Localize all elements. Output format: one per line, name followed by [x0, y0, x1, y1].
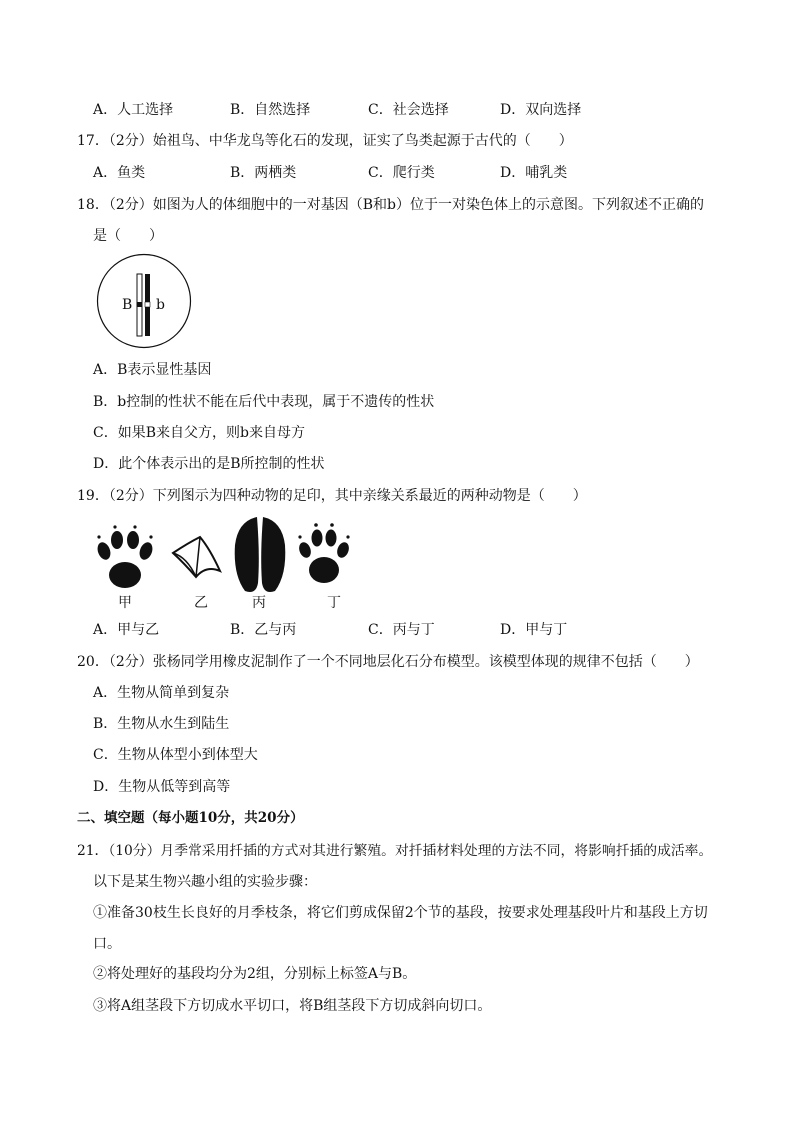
footprint-label-bing: 丙	[252, 595, 266, 611]
q19-option-c[interactable]: C．丙与丁	[368, 622, 435, 638]
q21-step1-line2: 口。	[93, 936, 121, 952]
section-title-fill-in: 二、填空题（每小题10分，共20分）	[77, 810, 304, 826]
q19-option-d[interactable]: D．甲与丁	[500, 622, 568, 638]
footprints-figure	[90, 515, 370, 615]
q17-stem: 17．（2分）始祖鸟、中华龙鸟等化石的发现，证实了鸟类起源于古代的（ ）	[77, 133, 573, 149]
q20-option-c[interactable]: C．生物从体型小到体型大	[93, 747, 258, 763]
q18-option-a[interactable]: A．B表示显性基因	[93, 362, 212, 378]
q17-option-c[interactable]: C．爬行类	[368, 165, 435, 181]
q16-option-d[interactable]: D．双向选择	[500, 102, 582, 118]
gene-b-locus-right	[145, 302, 150, 307]
q21-stem: 21．（10分）月季常采用扦插的方式对其进行繁殖。对扦插材料处理的方法不同，将影响扦插的成活率。	[77, 843, 713, 859]
q16-option-c[interactable]: C．社会选择	[368, 102, 449, 118]
q18-option-d[interactable]: D．此个体表示出的是B所控制的性状	[93, 456, 325, 472]
cell-diagram	[96, 253, 192, 349]
q17-option-d[interactable]: D．哺乳类	[500, 165, 568, 181]
q17-option-a[interactable]: A．鱼类	[93, 165, 146, 181]
gene-label-b: b	[156, 297, 165, 313]
footprint-yi	[170, 535, 226, 585]
q20-option-b[interactable]: B．生物从水生到陆生	[93, 716, 230, 732]
q19-option-a[interactable]: A．甲与乙	[93, 622, 160, 638]
q21-intro: 以下是某生物兴趣小组的实验步骤：	[93, 874, 317, 890]
q19-option-b[interactable]: B．乙与丙	[230, 622, 297, 638]
cell-outline	[98, 255, 191, 348]
footprint-label-jia: 甲	[118, 595, 132, 611]
q17-option-b[interactable]: B．两栖类	[230, 165, 297, 181]
q21-step3: ③将A组茎段下方切成水平切口，将B组茎段下方切成斜向切口。	[93, 998, 492, 1014]
chromosome-figure	[96, 253, 192, 349]
footprint-label-yi: 乙	[194, 595, 208, 611]
q18-stem-line1: 18．（2分）如图为人的体细胞中的一对基因（B和b）位于一对染色体上的示意图。下列叙述不正确的	[77, 197, 704, 213]
gene-label-B: B	[122, 297, 133, 313]
footprint-jia	[95, 523, 155, 593]
footprint-bing	[230, 515, 290, 595]
q16-option-a[interactable]: A．人工选择	[93, 102, 174, 118]
q21-step2: ②将处理好的基段均分为2组，分别标上标签A与B。	[93, 966, 417, 982]
q18-stem-line2: 是（ ）	[93, 228, 163, 244]
q20-option-a[interactable]: A．生物从简单到复杂	[93, 685, 230, 701]
q20-option-d[interactable]: D．生物从低等到高等	[93, 779, 231, 795]
q20-stem: 20．（2分）张杨同学用橡皮泥制作了一个不同地层化石分布模型。该模型体现的规律不包括（ ）	[77, 654, 699, 670]
q21-step1-line1: ①准备30枝生长良好的月季枝条，将它们剪成保留2个节的基段，按要求处理基段叶片和基段上方切	[93, 905, 708, 921]
gene-b-locus-left	[137, 302, 142, 307]
q18-option-b[interactable]: B．b控制的性状不能在后代中表现，属于不遗传的性状	[93, 394, 435, 410]
q18-option-c[interactable]: C．如果B来自父方，则b来自母方	[93, 425, 305, 441]
q19-stem: 19．（2分）下列图示为四种动物的足印，其中亲缘关系最近的两种动物是（ ）	[77, 488, 587, 504]
footprint-ding	[296, 520, 352, 588]
q16-option-b[interactable]: B．自然选择	[230, 102, 311, 118]
footprint-label-ding: 丁	[327, 595, 341, 611]
